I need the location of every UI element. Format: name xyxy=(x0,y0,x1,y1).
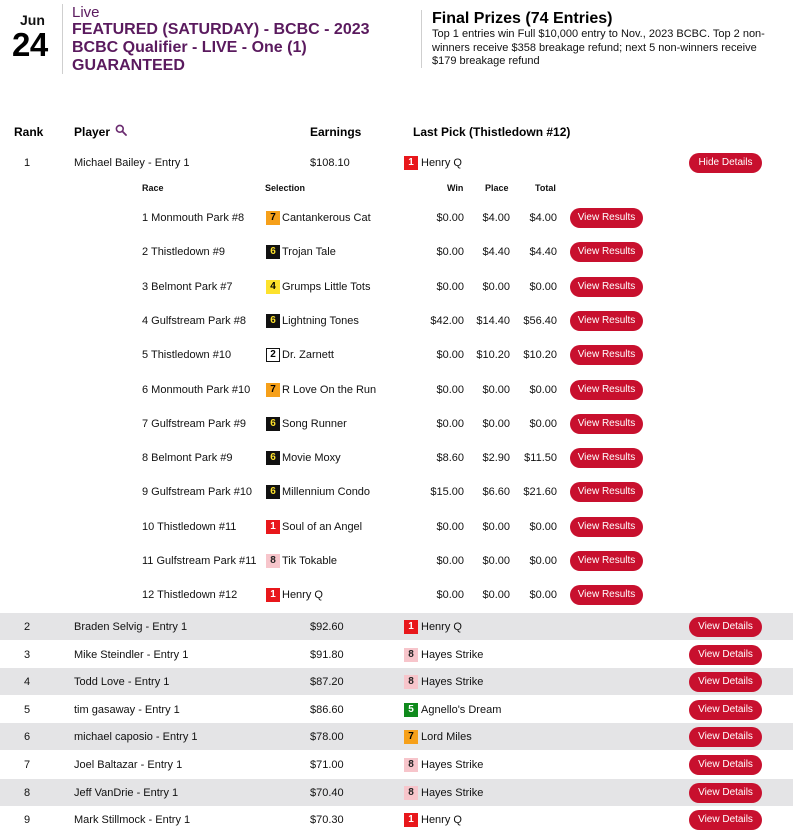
table-row xyxy=(0,641,793,668)
earnings-cell: $86.60 xyxy=(310,703,344,716)
player-name: tim gasaway - Entry 1 xyxy=(74,703,180,716)
race-row xyxy=(0,304,793,338)
win-amount: $0.00 xyxy=(436,589,464,602)
earnings-cell: $91.80 xyxy=(310,648,344,661)
selection-horse: R Love On the Run xyxy=(282,383,377,396)
view-details-button[interactable]: View Details xyxy=(689,755,762,775)
place-amount: $0.00 xyxy=(482,520,510,533)
earnings-cell: $108.10 xyxy=(310,157,350,169)
player-name: Todd Love - Entry 1 xyxy=(74,676,170,689)
rank-cell: 4 xyxy=(24,676,31,689)
earnings-cell: $70.30 xyxy=(310,814,344,827)
view-details-button[interactable]: View Details xyxy=(689,700,762,720)
last-pick-horse: Lord Miles xyxy=(421,731,472,744)
rank-cell: 1 xyxy=(24,157,31,169)
table-row xyxy=(0,751,793,778)
place-amount: $10.20 xyxy=(476,349,510,362)
selection-horse: Soul of an Angel xyxy=(282,520,363,533)
selection-horse: Tik Tokable xyxy=(282,555,338,567)
player-name: Joel Baltazar - Entry 1 xyxy=(74,759,183,771)
view-results-button[interactable]: View Results xyxy=(570,585,643,605)
table-row xyxy=(0,668,793,695)
post-position-badge: 4 xyxy=(266,280,280,294)
total-amount: $4.40 xyxy=(529,246,557,259)
earnings-column-header: Earnings xyxy=(310,125,362,139)
selection-horse: Dr. Zarnett xyxy=(282,349,334,362)
win-amount: $15.00 xyxy=(430,486,464,499)
post-position-badge: 5 xyxy=(404,703,418,717)
post-position-badge: 6 xyxy=(266,485,280,499)
view-results-button[interactable]: View Results xyxy=(570,551,643,571)
race-row xyxy=(0,338,793,372)
last-pick-horse: Henry Q xyxy=(421,814,462,827)
rank-cell: 7 xyxy=(24,759,31,771)
place-amount: $6.60 xyxy=(482,486,510,499)
race-name: 10 Thistledown #11 xyxy=(142,520,237,533)
place-amount: $0.00 xyxy=(482,555,510,567)
last-pick-horse: Hayes Strike xyxy=(421,759,484,771)
total-amount: $0.00 xyxy=(529,383,557,396)
rank-cell: 6 xyxy=(24,731,31,744)
table-row xyxy=(0,723,793,750)
rank-cell: 2 xyxy=(24,621,31,633)
total-amount: $0.00 xyxy=(529,417,557,430)
last-pick-horse: Henry Q xyxy=(421,157,462,169)
post-position-badge: 8 xyxy=(404,648,418,662)
race-name: 12 Thistledown #12 xyxy=(142,589,238,602)
last-pick-horse: Hayes Strike xyxy=(421,648,484,661)
win-amount: $8.60 xyxy=(436,452,464,465)
selection-horse: Henry Q xyxy=(282,589,323,602)
post-position-badge: 7 xyxy=(266,383,280,397)
race-row xyxy=(0,544,793,578)
total-amount: $0.00 xyxy=(529,280,557,293)
win-amount: $0.00 xyxy=(436,212,464,224)
post-position-badge: 7 xyxy=(266,211,280,225)
selection-horse: Millennium Condo xyxy=(282,486,371,499)
view-results-button[interactable]: View Results xyxy=(570,208,643,228)
win-column-header: Win xyxy=(447,183,464,193)
last-pick-horse: Hayes Strike xyxy=(421,786,484,799)
selection-horse: Cantankerous Cat xyxy=(282,212,371,224)
view-results-button[interactable]: View Results xyxy=(570,414,643,434)
post-position-badge: 6 xyxy=(266,451,280,465)
race-name: 8 Belmont Park #9 xyxy=(142,452,233,465)
rank-cell: 3 xyxy=(24,648,31,661)
earnings-cell: $87.20 xyxy=(310,676,344,689)
selection-horse: Grumps Little Tots xyxy=(282,280,371,293)
race-name: 2 Thistledown #9 xyxy=(142,246,225,259)
post-position-badge: 1 xyxy=(404,620,418,634)
divider xyxy=(421,10,422,68)
hide-details-button[interactable]: Hide Details xyxy=(689,153,762,173)
table-row xyxy=(0,696,793,723)
place-amount: $14.40 xyxy=(476,314,510,327)
win-amount: $42.00 xyxy=(430,314,464,327)
post-position-badge: 8 xyxy=(404,786,418,800)
player-name: michael caposio - Entry 1 xyxy=(74,731,198,744)
post-position-badge: 8 xyxy=(404,675,418,689)
total-amount: $10.20 xyxy=(523,349,557,362)
total-amount: $56.40 xyxy=(523,314,557,327)
selection-horse: Song Runner xyxy=(282,417,347,430)
post-position-badge: 1 xyxy=(404,156,418,170)
view-results-button[interactable]: View Results xyxy=(570,380,643,400)
view-details-button[interactable]: View Details xyxy=(689,672,762,692)
total-amount: $11.50 xyxy=(524,452,557,465)
view-results-button[interactable]: View Results xyxy=(570,448,643,468)
post-position-badge: 2 xyxy=(266,348,280,362)
post-position-badge: 6 xyxy=(266,314,280,328)
selection-horse: Trojan Tale xyxy=(282,246,336,259)
win-amount: $0.00 xyxy=(436,280,464,293)
status-label: Live xyxy=(72,4,100,21)
player-name: Braden Selvig - Entry 1 xyxy=(74,621,188,633)
earnings-cell: $70.40 xyxy=(310,786,344,799)
last-pick-horse: Agnello's Dream xyxy=(421,703,502,716)
player-name: Jeff VanDrie - Entry 1 xyxy=(74,786,179,799)
player-name: Mike Steindler - Entry 1 xyxy=(74,648,189,661)
selection-horse: Movie Moxy xyxy=(282,452,341,465)
table-row xyxy=(0,613,793,640)
post-position-badge: 8 xyxy=(266,554,280,568)
win-amount: $0.00 xyxy=(436,520,464,533)
race-row xyxy=(0,270,793,304)
place-amount: $0.00 xyxy=(482,417,510,430)
race-row xyxy=(0,475,793,509)
win-amount: $0.00 xyxy=(436,349,464,362)
player-name: Mark Stillmock - Entry 1 xyxy=(74,814,191,827)
race-row xyxy=(0,235,793,269)
view-details-button[interactable]: View Details xyxy=(689,783,762,803)
race-row xyxy=(0,578,793,612)
race-row xyxy=(0,441,793,475)
table-row xyxy=(0,806,793,833)
earnings-cell: $78.00 xyxy=(310,731,344,744)
race-row xyxy=(0,373,793,407)
earnings-cell: $92.60 xyxy=(310,621,344,633)
total-amount: $0.00 xyxy=(529,520,557,533)
post-position-badge: 1 xyxy=(266,588,280,602)
date-day: 24 xyxy=(12,26,48,63)
post-position-badge: 7 xyxy=(404,730,418,744)
race-row xyxy=(0,407,793,441)
win-amount: $0.00 xyxy=(436,246,464,259)
rank-cell: 9 xyxy=(24,814,31,827)
earnings-cell: $71.00 xyxy=(310,759,344,771)
win-amount: $0.00 xyxy=(436,417,464,430)
selection-horse: Lightning Tones xyxy=(282,314,359,327)
last-pick-horse: Henry Q xyxy=(421,621,462,633)
last-pick-horse: Hayes Strike xyxy=(421,676,484,689)
place-column-header: Place xyxy=(485,183,509,193)
place-amount: $0.00 xyxy=(482,280,510,293)
place-amount: $4.00 xyxy=(482,212,510,224)
view-details-button[interactable]: View Details xyxy=(689,645,762,665)
total-amount: $0.00 xyxy=(529,589,557,602)
player-name: Michael Bailey - Entry 1 xyxy=(74,157,190,169)
total-column-header: Total xyxy=(535,183,556,193)
race-name: 5 Thistledown #10 xyxy=(142,349,232,362)
race-column-header: Race xyxy=(142,183,164,193)
table-row xyxy=(0,779,793,806)
last-pick-column-header: Last Pick (Thistledown #12) xyxy=(413,125,571,139)
view-results-button[interactable]: View Results xyxy=(570,517,643,537)
rank-column-header: Rank xyxy=(14,125,44,139)
view-details-button[interactable]: View Details xyxy=(689,810,762,830)
selection-column-header: Selection xyxy=(265,183,306,193)
race-name: 6 Monmouth Park #10 xyxy=(142,383,251,396)
contest-title: FEATURED (SATURDAY) - BCBC - 2023 BCBC Qualifier - LIVE - One (1) GUARANTEED xyxy=(72,21,370,74)
table-row-expanded xyxy=(0,150,793,176)
view-results-button[interactable]: View Results xyxy=(570,242,643,262)
contest-header xyxy=(0,0,793,80)
place-amount: $0.00 xyxy=(482,383,510,396)
search-icon[interactable] xyxy=(115,124,127,136)
view-results-button[interactable]: View Results xyxy=(570,277,643,297)
view-results-button[interactable]: View Results xyxy=(570,345,643,365)
divider xyxy=(62,4,63,74)
race-name: 4 Gulfstream Park #8 xyxy=(142,314,246,327)
post-position-badge: 1 xyxy=(404,813,418,827)
win-amount: $0.00 xyxy=(436,555,464,567)
race-name: 9 Gulfstream Park #10 xyxy=(142,486,253,499)
race-row xyxy=(0,510,793,544)
post-position-badge: 6 xyxy=(266,417,280,431)
win-amount: $0.00 xyxy=(436,383,464,396)
post-position-badge: 8 xyxy=(404,758,418,772)
post-position-badge: 6 xyxy=(266,245,280,259)
rank-cell: 5 xyxy=(24,703,31,716)
race-name: 7 Gulfstream Park #9 xyxy=(142,417,246,430)
total-amount: $0.00 xyxy=(529,555,557,567)
rank-cell: 8 xyxy=(24,786,31,799)
total-amount: $4.00 xyxy=(529,212,557,224)
player-column-header: Player xyxy=(74,125,111,139)
post-position-badge: 1 xyxy=(266,520,280,534)
prizes-title: Final Prizes (74 Entries) xyxy=(432,10,613,27)
date-month: Jun xyxy=(20,12,45,28)
place-amount: $4.40 xyxy=(482,246,510,259)
prizes-description: Top 1 entries win Full $10,000 entry to Nov., 2023 BCBC. Top 2 non-winners receive $358 breakage refund; next 5 non-winners receive $179 breakage refund xyxy=(432,28,765,67)
view-details-button[interactable]: View Details xyxy=(689,617,762,637)
view-results-button[interactable]: View Results xyxy=(570,482,643,502)
total-amount: $21.60 xyxy=(523,486,557,499)
race-name: 1 Monmouth Park #8 xyxy=(142,212,245,224)
place-amount: $2.90 xyxy=(482,452,510,465)
place-amount: $0.00 xyxy=(482,589,510,602)
race-name: 3 Belmont Park #7 xyxy=(142,280,233,293)
view-results-button[interactable]: View Results xyxy=(570,311,643,331)
view-details-button[interactable]: View Details xyxy=(689,727,762,747)
race-row xyxy=(0,201,793,235)
race-name: 11 Gulfstream Park #11 xyxy=(142,555,257,567)
